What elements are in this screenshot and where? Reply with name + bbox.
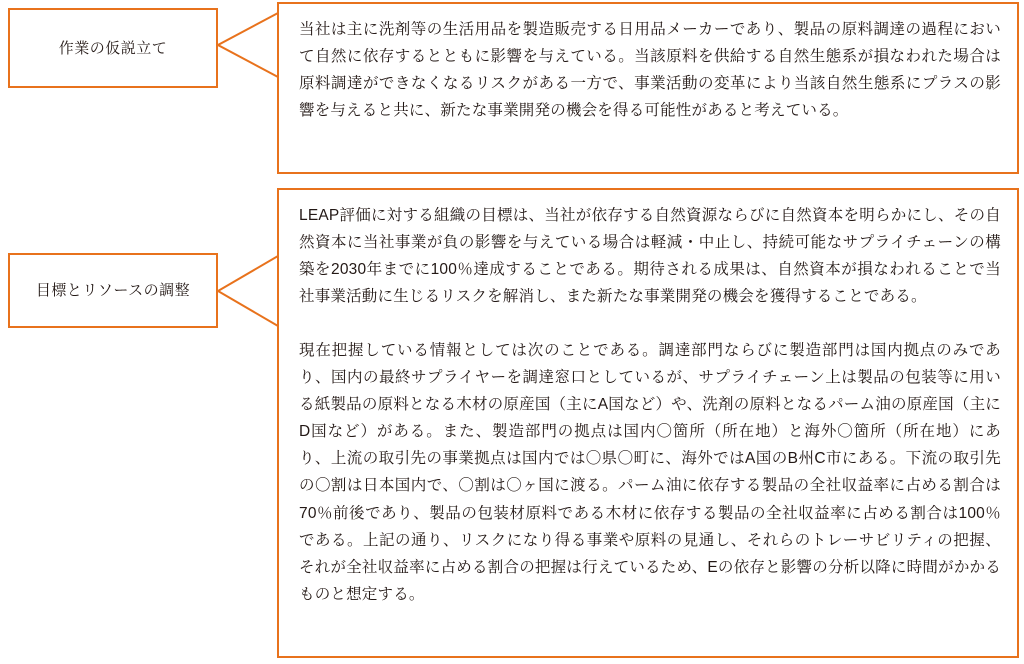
label-text-hypothesis: 作業の仮説立て [58, 39, 168, 57]
content-paragraph: 現在把握している情報としては次のことである。調達部門ならびに製造部門は国内拠点のみであり、国内の最終サプライヤーを調達窓口としているが、サプライチェーン上は製品の包装等に用いる紙製品の原料となる木材の原産国（主にA国など）や、洗剤の原料となるパーム油の原産国（主にD国など）がある。また、製造部門の拠点は国内〇箇所（所在地）と海外〇箇所（所在地）にあり、上流の取引先の事業拠点は国内では〇県〇町に、海外ではA国のB州C市にある。下流の取引先の〇割は日本国内で、〇割は〇ヶ国に渡る。パーム油に依存する製品の全社収益率に占める割合は70％前後であり、製品の包装材原料である木材に依存する製品の全社収益率に占める割合は100％である。上記の通り、リスクになり得る事業や原料の見通し、それらのトレーサビリティの把握、それが全社収益率に占める割合の把握は行えているため、Eの依存と影響の分析以降に時間がかかるものと想定する。 [299, 341, 1001, 603]
content-paragraph: 当社は主に洗剤等の生活用品を製造販売する日用品メーカーであり、製品の原料調達の過程において自然に依存するとともに影響を与えている。当該原料を供給する自然生態系が損なわれた場合は原料調達ができなくなるリスクがある一方で、事業活動の変革により当該自然生態系にプラスの影響を与えると共に、新たな事業開発の機会を得る可能性があると考えている。 [299, 21, 1001, 120]
label-box-hypothesis [8, 8, 218, 88]
connector-arrow-alignment [216, 255, 280, 327]
connector-arrow-hypothesis [216, 12, 280, 78]
label-text-alignment: 目標とリソースの調整 [35, 282, 191, 299]
content-box-hypothesis [277, 2, 1019, 174]
content-box-alignment [277, 188, 1019, 658]
label-box-alignment [8, 253, 218, 328]
content-paragraph: LEAP評価に対する組織の目標は、当社が依存する自然資源ならびに自然資本を明らかにし、その自然資本に当社事業が負の影響を与えている場合は軽減・中止し、持続可能なサプライチェーンの構築を2030年までに100％達成することである。期待される成果は、自然資本が損なわれることで当社事業活動に生じるリスクを解消し、また新たな事業開発の機会を獲得することである。 [299, 207, 1001, 306]
